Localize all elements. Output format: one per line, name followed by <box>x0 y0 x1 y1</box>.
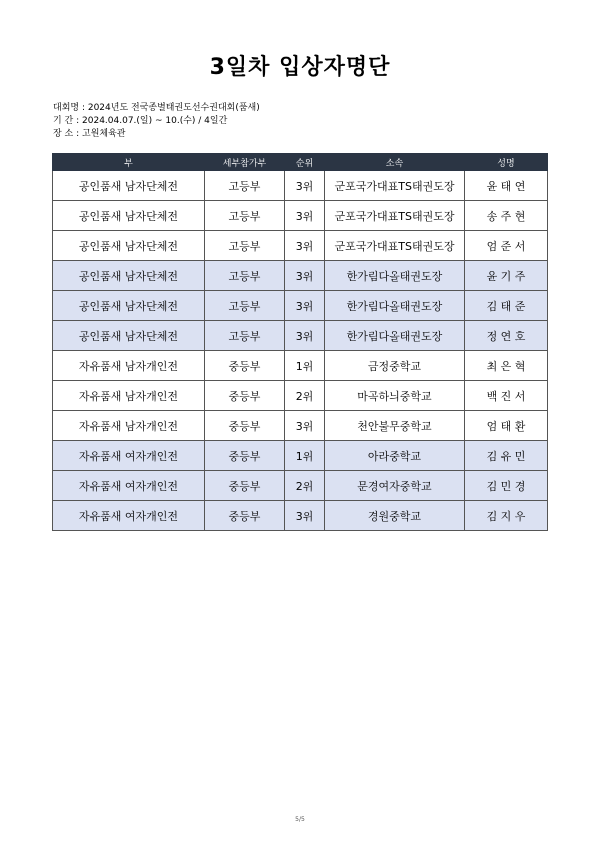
table-row <box>53 501 548 531</box>
winners-table <box>52 153 548 531</box>
sub-division-cell: 중등부 <box>205 501 285 531</box>
rank-cell: 2위 <box>285 471 325 501</box>
page-title: 3일차 입상자명단 <box>209 55 391 80</box>
event-info <box>53 102 260 141</box>
division-cell: 공인품새 남자단체전 <box>53 291 205 321</box>
info-period <box>53 115 260 128</box>
name-cell: 윤 태 연 <box>465 171 548 201</box>
sub-division-cell: 중등부 <box>205 381 285 411</box>
division-cell: 자유품새 여자개인전 <box>53 501 205 531</box>
info-label: 장 소 : <box>53 129 83 139</box>
affiliation-cell: 군포국가대표TS태권도장 <box>325 231 465 261</box>
info-event-name <box>53 102 260 115</box>
info-value: 2024.04.07.(일) ~ 10.(수) / 4일간 <box>82 116 228 126</box>
header-affiliation: 소속 <box>325 154 465 171</box>
affiliation-cell: 한가림다올태권도장 <box>325 291 465 321</box>
header-sub-division: 세부참가부 <box>205 154 285 171</box>
sub-division-cell: 고등부 <box>205 201 285 231</box>
sub-division-cell: 중등부 <box>205 441 285 471</box>
name-cell: 김 지 우 <box>465 501 548 531</box>
sub-division-cell: 고등부 <box>205 291 285 321</box>
name-cell: 정 연 호 <box>465 321 548 351</box>
division-cell: 공인품새 남자단체전 <box>53 171 205 201</box>
affiliation-cell: 문경여자중학교 <box>325 471 465 501</box>
rank-cell: 3위 <box>285 291 325 321</box>
rank-cell: 3위 <box>285 231 325 261</box>
affiliation-cell: 한가림다올태권도장 <box>325 321 465 351</box>
sub-division-cell: 중등부 <box>205 351 285 381</box>
info-label: 대회명 : <box>53 103 88 113</box>
name-cell: 엄 태 환 <box>465 411 548 441</box>
affiliation-cell: 군포국가대표TS태권도장 <box>325 171 465 201</box>
rank-cell: 2위 <box>285 381 325 411</box>
table-row <box>53 321 548 351</box>
rank-cell: 3위 <box>285 321 325 351</box>
affiliation-cell: 한가림다올태권도장 <box>325 261 465 291</box>
table-header-row <box>53 154 548 171</box>
name-cell: 윤 기 주 <box>465 261 548 291</box>
division-cell: 공인품새 남자단체전 <box>53 321 205 351</box>
division-cell: 자유품새 남자개인전 <box>53 381 205 411</box>
rank-cell: 3위 <box>285 261 325 291</box>
sub-division-cell: 고등부 <box>205 261 285 291</box>
rank-cell: 3위 <box>285 171 325 201</box>
sub-division-cell: 고등부 <box>205 231 285 261</box>
table-row <box>53 291 548 321</box>
name-cell: 엄 준 서 <box>465 231 548 261</box>
division-cell: 자유품새 남자개인전 <box>53 351 205 381</box>
info-venue <box>53 128 260 141</box>
sub-division-cell: 중등부 <box>205 471 285 501</box>
rank-cell: 1위 <box>285 441 325 471</box>
table-row <box>53 351 548 381</box>
table-row <box>53 471 548 501</box>
affiliation-cell: 마곡하늬중학교 <box>325 381 465 411</box>
info-value: 2024년도 전국종별태권도선수권대회(품새) <box>87 103 260 113</box>
table-row <box>53 261 548 291</box>
division-cell: 공인품새 남자단체전 <box>53 201 205 231</box>
rank-cell: 3위 <box>285 201 325 231</box>
name-cell: 김 유 민 <box>465 441 548 471</box>
table-row <box>53 381 548 411</box>
affiliation-cell: 군포국가대표TS태권도장 <box>325 201 465 231</box>
division-cell: 자유품새 여자개인전 <box>53 471 205 501</box>
rank-cell: 3위 <box>285 501 325 531</box>
header-name: 성명 <box>465 154 548 171</box>
name-cell: 김 태 준 <box>465 291 548 321</box>
table-row <box>53 231 548 261</box>
affiliation-cell: 천안불무중학교 <box>325 411 465 441</box>
name-cell: 최 은 혁 <box>465 351 548 381</box>
name-cell: 백 진 서 <box>465 381 548 411</box>
page-number: 5/5 <box>295 816 305 823</box>
sub-division-cell: 고등부 <box>205 321 285 351</box>
sub-division-cell: 중등부 <box>205 411 285 441</box>
affiliation-cell: 금정중학교 <box>325 351 465 381</box>
division-cell: 자유품새 여자개인전 <box>53 441 205 471</box>
name-cell: 송 주 현 <box>465 201 548 231</box>
rank-cell: 3위 <box>285 411 325 441</box>
division-cell: 공인품새 남자단체전 <box>53 261 205 291</box>
info-label: 기 간 : <box>53 116 83 126</box>
table-row <box>53 441 548 471</box>
table-row <box>53 171 548 201</box>
table-row <box>53 201 548 231</box>
header-division: 부 <box>53 154 205 171</box>
table-body <box>53 171 548 531</box>
info-value: 고원체육관 <box>82 129 126 139</box>
header-rank: 순위 <box>285 154 325 171</box>
affiliation-cell: 경원중학교 <box>325 501 465 531</box>
table-row <box>53 411 548 441</box>
name-cell: 김 민 경 <box>465 471 548 501</box>
affiliation-cell: 아라중학교 <box>325 441 465 471</box>
rank-cell: 1위 <box>285 351 325 381</box>
division-cell: 자유품새 남자개인전 <box>53 411 205 441</box>
sub-division-cell: 고등부 <box>205 171 285 201</box>
division-cell: 공인품새 남자단체전 <box>53 231 205 261</box>
